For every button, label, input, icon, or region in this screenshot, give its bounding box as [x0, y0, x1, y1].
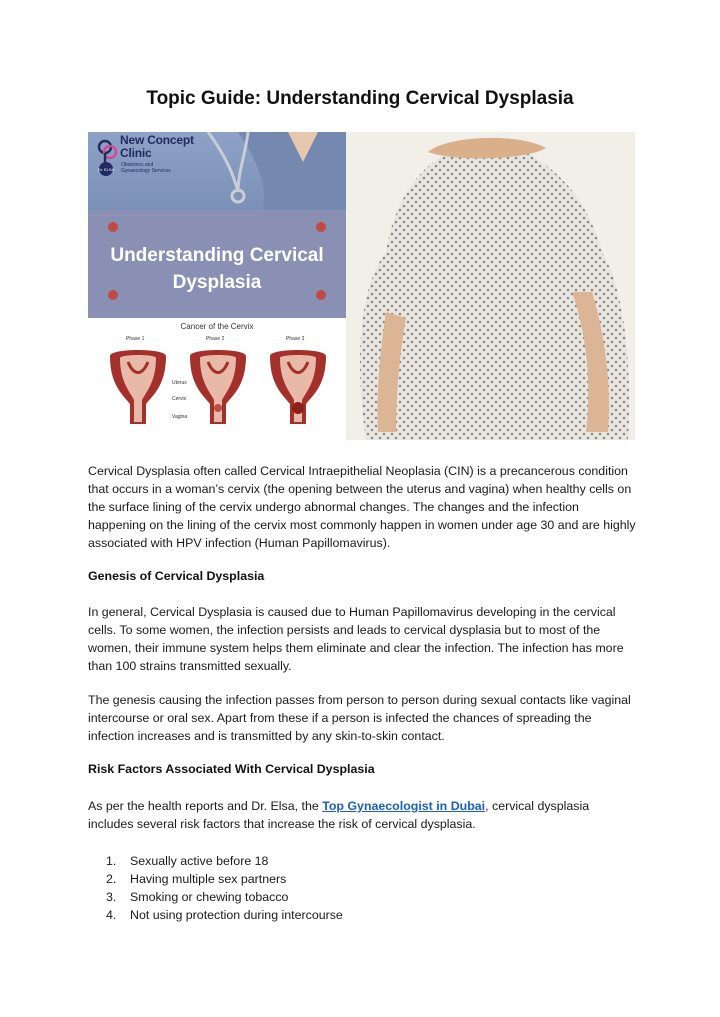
list-item: 1. Sexually active before 18	[106, 854, 269, 868]
heading-risk-factors: Risk Factors Associated With Cervical Dysplasia	[88, 762, 375, 776]
phase-label: Phase 3	[286, 336, 305, 342]
phase-label: Phase 1	[126, 336, 145, 342]
hero-image	[88, 132, 635, 440]
uterus-diagram-phase-1	[104, 346, 172, 426]
svg-text:Dr. ELSA: Dr. ELSA	[97, 167, 115, 172]
genesis-paragraph-2: The genesis causing the infection passes from person to person during sexual contacts like vaginal intercourse or oral sex. Apart from these if a person is infected the chances of spreading the infection increases and is transmitted by any skin-to-skin contact.	[88, 693, 631, 743]
genesis-paragraph-1: In general, Cervical Dysplasia is caused due to Human Papillomavirus developing in the cervical cells. To some women, the infection persists and leads to cervical dysplasia but to most of the women, their immune system helps them eliminate and clear the infection. The infection has more than 100 strains transmitted sexually.	[88, 605, 624, 673]
anatomy-label: Cervix	[172, 396, 187, 402]
logo-line-2: Clinic	[120, 146, 152, 160]
intro-paragraph: Cervical Dysplasia often called Cervical Intraepithelial Neoplasia (CIN) is a precancerous condition that occurs in a woman’s cervix (the opening between the uterus and vagina) when healthy cells on the surface lining of the cervix undergo abnormal changes. The changes and the infection happening on the lining of the cervix most commonly happen in women under age 30 and are highly associated with HPV infection (Human Papillomavirus).	[88, 464, 636, 550]
uterus-diagram-phase-2	[184, 346, 252, 426]
diagram-title: Cancer of the Cervix	[180, 322, 254, 331]
clinic-logo	[88, 132, 208, 192]
risk-paragraph: As per the health reports and Dr. Elsa, the Top Gynaecologist in Dubai, cervical dysplasia includes several risk factors that increase the risk of cervical dysplasia.	[88, 799, 590, 831]
top-gynaecologist-link[interactable]: Top Gynaecologist in Dubai	[322, 799, 486, 813]
list-item: 4. Not using protection during intercourse	[106, 908, 343, 922]
banner-dot	[316, 222, 326, 232]
list-item: 2. Having multiple sex partners	[106, 872, 287, 886]
logo-line-1: New Concept	[120, 133, 194, 147]
logo-subtitle: Obstetrics and Gynaecology Services	[121, 162, 171, 174]
uterus-diagram-phase-3	[264, 346, 332, 426]
patient-photo	[346, 132, 635, 440]
anatomy-label: Vagina	[172, 414, 188, 420]
list-item: 3. Smoking or chewing tobacco	[106, 890, 289, 904]
clinic-logo-icon	[94, 138, 120, 178]
heading-genesis: Genesis of Cervical Dysplasia	[88, 569, 265, 583]
banner-dot	[108, 222, 118, 232]
anatomy-label: Uterus	[172, 380, 187, 386]
risk-factor-list	[106, 852, 606, 924]
banner-heading: Understanding Cervical Dysplasia	[110, 245, 324, 293]
phase-label: Phase 2	[206, 336, 225, 342]
page-title: Topic Guide: Understanding Cervical Dysplasia	[146, 88, 574, 109]
